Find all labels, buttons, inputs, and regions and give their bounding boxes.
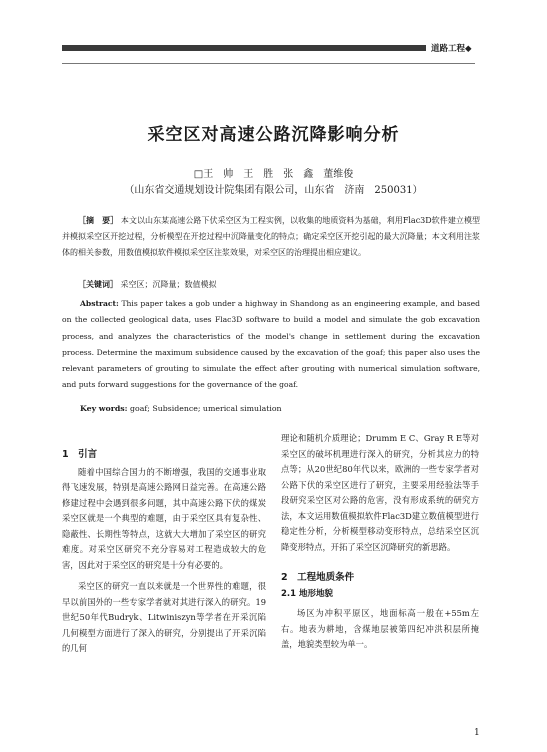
keywords-en-label: Key words: bbox=[80, 404, 128, 413]
abstract-en bbox=[62, 296, 480, 394]
page-number: 1 bbox=[474, 728, 480, 738]
section-heading-intro: 1 引言 bbox=[62, 449, 98, 460]
author-list: □王 帅 王 胜 张 鑫 董维俊 bbox=[193, 169, 354, 180]
abstract-cn-label: ［摘 要］ bbox=[78, 215, 119, 225]
terrain-paragraph: 场区为冲积平原区，地面标高一般在+55m左右。地表为耕地，含煤地层被第四纪冲洪积层所掩盖，地貌类型较为单一。 bbox=[281, 608, 479, 649]
keywords-cn bbox=[78, 279, 217, 290]
subsection-heading-terrain: 2.1 地形地貌 bbox=[281, 588, 334, 599]
keywords-en-text: goaf; Subsidence; umerical simulation bbox=[130, 404, 282, 413]
intro-paragraph-2-continued: 理论和随机介质理论；Drumm E C、Gray R E等对采空区的破坏机理进行深入的研究，分析其应力的特点等；从20世纪80年代以来，欧洲的一些专家学者对公路下伏的采空区进行了研究，主要采用经验法等手段研究采空区对公路的危害，没有形成系统的研究方法，本文运用数值模拟软件Flac3D建立数值模型进行稳定性分析，分析模型移动变形特点，总结采空区沉降变形特点，开拓了采空区沉降研究的新思路。 bbox=[281, 433, 479, 552]
journal-section-label: 道路工程◆ bbox=[431, 44, 472, 54]
intro-paragraph-2: 采空区的研究一直以来就是一个世界性的难题，很早以前国外的一些专家学者就对其进行深入的研究。19世纪50年代Budryk、Litwiniszyn等学者在开采沉陷几何模型方面进行了深入的研究，分别提出了开采沉陷的几何 bbox=[62, 581, 266, 653]
abstract-en-text: This paper takes a gob under a highway in Shandong as an engineering example, and based on the collected geological data, uses Flac3D software to build a model and simulate the gob excavation process, and analyzes the characteristics of the model's change in settlement during the excavation process. Determine the maximum subsidence caused by the excavation of the goaf; this paper also uses the relevant parameters of grouting to simulate the effect after grouting with numerical simulation software, and puts forward suggestions for the governance of the goaf. bbox=[62, 299, 481, 390]
keywords-cn-label: ［关键词］ bbox=[78, 279, 118, 289]
paper-title: 采空区对高速公路沉降影响分析 bbox=[147, 125, 400, 145]
abstract-cn-text: 本文以山东某高速公路下伏采空区为工程实例，以收集的地质资料为基础，利用Flac3D软件建立模型并模拟采空区开挖过程，分析模型在开挖过程中沉降量变化的特点；确定采空区开挖引起的最大沉降量；本文利用注浆体的相关参数，用数值模拟软件模拟采空区注浆效果，对采空区的治理提出相应建议。 bbox=[62, 216, 481, 258]
section-heading-geology: 2 工程地质条件 bbox=[281, 572, 355, 583]
header-bar bbox=[62, 45, 426, 51]
right-column bbox=[281, 431, 479, 653]
header-rule bbox=[62, 63, 475, 64]
keywords-en bbox=[80, 404, 282, 413]
abstract-en-label: Abstract: bbox=[80, 299, 119, 308]
affiliation: （山东省交通规划设计院集团有限公司，山东省 济南 250031） bbox=[124, 185, 423, 196]
keywords-cn-text: 采空区；沉降量；数值模拟 bbox=[120, 280, 217, 289]
left-column bbox=[62, 447, 266, 657]
abstract-cn bbox=[62, 212, 480, 262]
intro-paragraph-1: 随着中国综合国力的不断增强，我国的交通事业取得飞速发展，特别是高速公路网日益完善。在高速公路修建过程中会遇到很多问题，其中高速公路下伏的煤炭采空区就是一个典型的难题，由于采空区具有复杂性、隐蔽性、长期性等特点，这就大大增加了采空区的研究难度。对采空区研究不充分容易对工程造成较大的危害，因此对于采空区的研究是十分有必要的。 bbox=[62, 466, 266, 570]
